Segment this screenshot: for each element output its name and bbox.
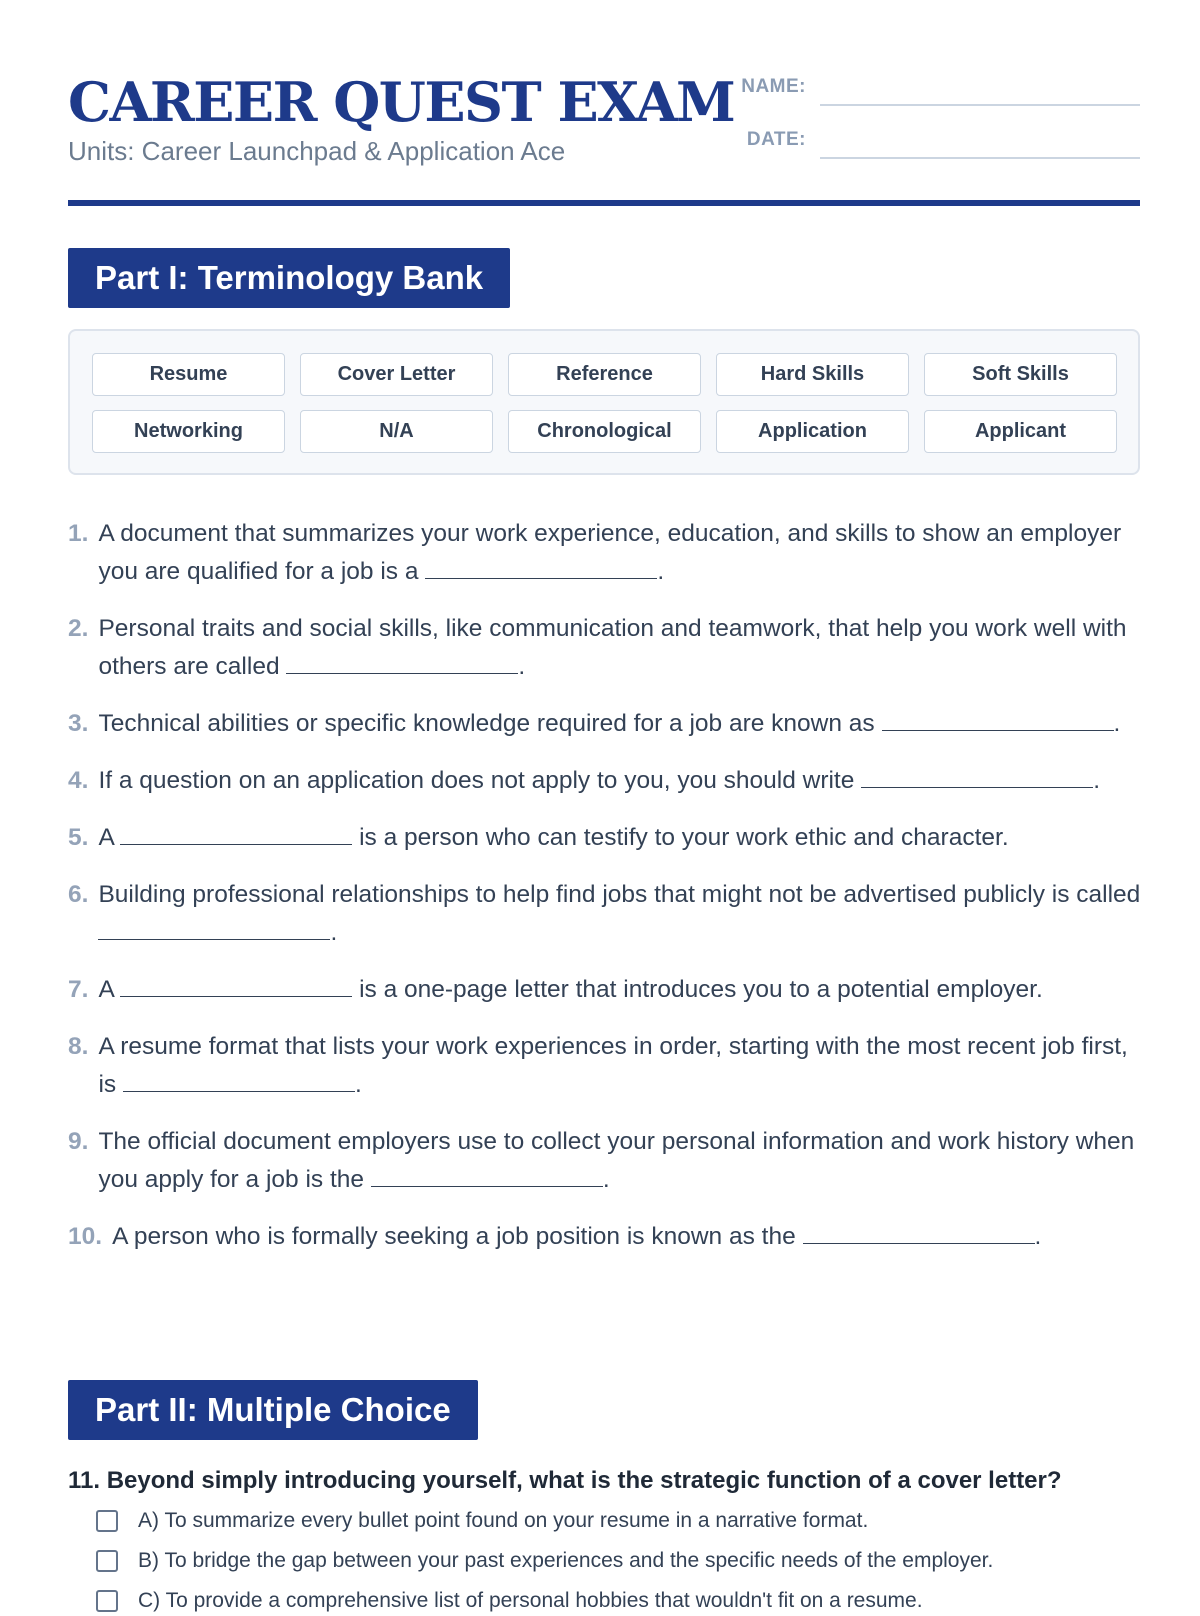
question-number: 1. — [68, 520, 89, 547]
date-label: DATE: — [746, 129, 806, 150]
exam-title: CAREER QUEST EXAM — [68, 70, 735, 134]
question-text — [98, 515, 1148, 591]
question-item — [68, 515, 1148, 591]
mc-option-label: A) To summarize every bullet point found on your resume in a narrative format. — [138, 1509, 869, 1532]
question-item — [68, 1218, 1148, 1256]
question-text — [98, 876, 1148, 952]
question-text — [98, 1123, 1148, 1199]
question-item — [68, 705, 1148, 743]
term-chip: Application — [716, 410, 909, 453]
question-item — [68, 971, 1148, 1009]
question-item — [68, 610, 1148, 686]
question-number: 4. — [68, 767, 89, 794]
mc-option[interactable] — [96, 1506, 1168, 1536]
question-text-after: . — [330, 919, 338, 946]
question-text — [98, 762, 1148, 800]
mc-question-text: 11. Beyond simply introducing yourself, what is the strategic function of a cover letter? — [68, 1467, 1062, 1494]
answer-blank[interactable] — [803, 1222, 1035, 1244]
checkbox[interactable] — [96, 1590, 118, 1612]
term-chip: Cover Letter — [300, 353, 493, 396]
question-number: 2. — [68, 615, 89, 642]
question-text — [112, 1218, 1148, 1256]
checkbox[interactable] — [96, 1510, 118, 1532]
question-text-after: . — [1093, 767, 1100, 794]
multiple-choice-question — [68, 1466, 1168, 1616]
header-divider — [68, 200, 1140, 206]
question-number: 6. — [68, 881, 89, 908]
question-item — [68, 1028, 1148, 1104]
answer-blank[interactable] — [861, 766, 1093, 788]
term-chip: N/A — [300, 410, 493, 453]
question-text-before: A — [98, 824, 114, 851]
question-item — [68, 1123, 1148, 1199]
question-text-before: If a question on an application does not apply to you, you should write — [98, 767, 855, 794]
question-text-before: A person who is formally seeking a job position is known as the — [112, 1223, 796, 1250]
term-grid — [92, 353, 1117, 453]
answer-blank[interactable] — [371, 1165, 603, 1187]
question-text — [98, 705, 1148, 743]
question-text-after: . — [1113, 710, 1121, 737]
date-input-line[interactable] — [820, 157, 1140, 159]
question-text-after: . — [657, 558, 665, 585]
question-text-before: The official document employers use to collect your personal information and work history when you apply for a job is the — [98, 1128, 1135, 1193]
part2-heading: Part II: Multiple Choice — [68, 1380, 478, 1440]
question-number: 8. — [68, 1033, 89, 1060]
question-text-after: . — [602, 1166, 610, 1193]
answer-blank[interactable] — [123, 1070, 355, 1092]
question-number: 10. — [68, 1223, 103, 1250]
term-chip: Resume — [92, 353, 285, 396]
question-text — [98, 610, 1148, 686]
question-text-before: A document that summarizes your work experience, education, and skills to show an employer you are qualified for a job is a — [98, 520, 1122, 585]
answer-blank[interactable] — [425, 557, 657, 579]
question-text-after: is a person who can testify to your work ethic and character. — [359, 824, 1009, 851]
mc-option[interactable] — [96, 1586, 1168, 1616]
question-item — [68, 819, 1148, 857]
question-text-before: Technical abilities or specific knowledge required for a job are known as — [98, 710, 875, 737]
answer-blank[interactable] — [98, 918, 330, 940]
part1-heading: Part I: Terminology Bank — [68, 248, 510, 308]
answer-blank[interactable] — [120, 975, 352, 997]
question-text-before: A — [98, 976, 114, 1003]
question-item — [68, 876, 1148, 952]
question-text-before: Building professional relationships to help find jobs that might not be advertised publicly is called — [98, 881, 1141, 908]
fill-in-questions — [68, 515, 1148, 1275]
question-text-before: A resume format that lists your work experiences in order, starting with the most recent job first, is — [98, 1033, 1128, 1098]
mc-option-label: B) To bridge the gap between your past experiences and the specific needs of the employer. — [138, 1549, 994, 1572]
question-number: 7. — [68, 976, 89, 1003]
mc-option-label: C) To provide a comprehensive list of personal hobbies that wouldn't fit on a resume. — [138, 1589, 923, 1612]
date-field[interactable] — [728, 125, 1140, 165]
question-number: 3. — [68, 710, 89, 737]
terminology-bank — [68, 329, 1140, 475]
question-text-after: . — [1034, 1223, 1042, 1250]
term-chip: Reference — [508, 353, 701, 396]
answer-blank[interactable] — [286, 652, 518, 674]
name-input-line[interactable] — [820, 104, 1140, 106]
mc-options — [68, 1506, 1168, 1616]
term-chip: Chronological — [508, 410, 701, 453]
exam-subtitle: Units: Career Launchpad & Application Ace — [68, 136, 566, 166]
name-field[interactable] — [728, 72, 1140, 112]
answer-blank[interactable] — [882, 709, 1114, 731]
exam-header — [68, 72, 1140, 210]
question-text — [98, 819, 1148, 857]
question-text-before: Personal traits and social skills, like communication and teamwork, that help you work well with others are called — [98, 615, 1127, 680]
term-chip: Soft Skills — [924, 353, 1117, 396]
question-item — [68, 762, 1148, 800]
mc-option[interactable] — [96, 1546, 1168, 1576]
question-text — [98, 971, 1148, 1009]
term-chip: Hard Skills — [716, 353, 909, 396]
checkbox[interactable] — [96, 1550, 118, 1572]
question-text-after: . — [354, 1071, 362, 1098]
question-text-after: . — [518, 653, 526, 680]
question-text-after: is a one-page letter that introduces you to a potential employer. — [359, 976, 1043, 1003]
answer-blank[interactable] — [120, 823, 352, 845]
term-chip: Applicant — [924, 410, 1117, 453]
term-chip: Networking — [92, 410, 285, 453]
name-label: NAME: — [741, 76, 806, 97]
question-number: 5. — [68, 824, 89, 851]
question-number: 9. — [68, 1128, 89, 1155]
question-text — [98, 1028, 1148, 1104]
